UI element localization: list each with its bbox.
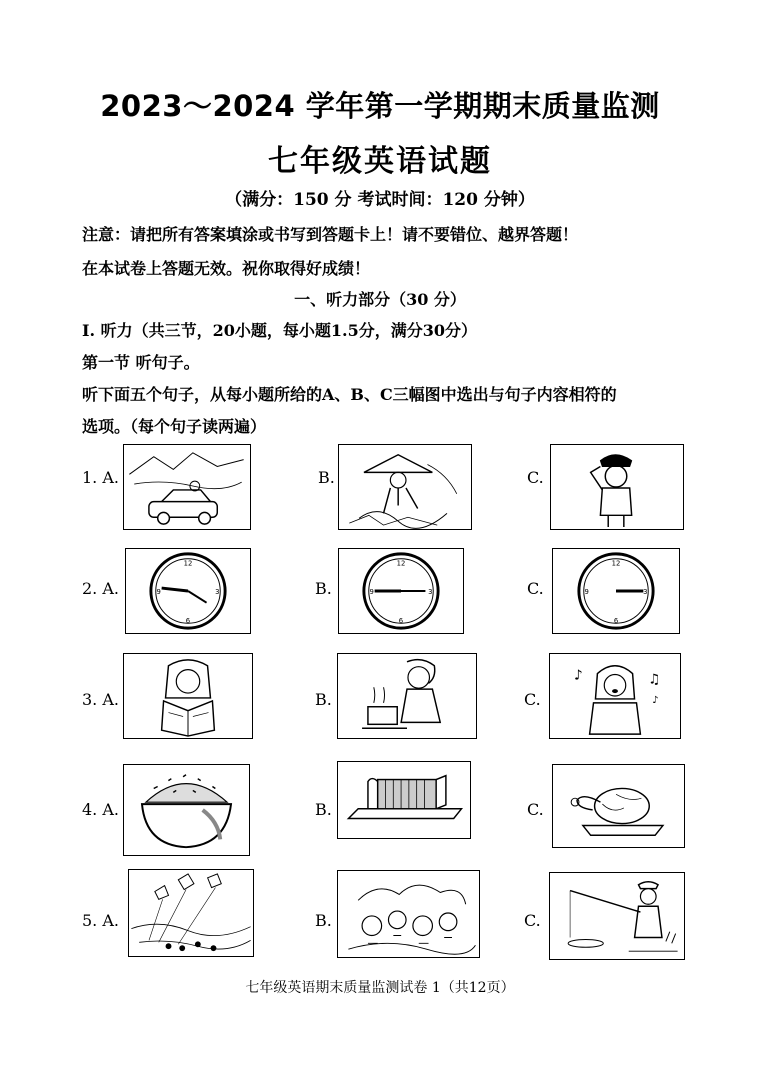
girl-cooking-picture[interactable] xyxy=(337,653,477,739)
girl-singing-picture[interactable] xyxy=(549,653,681,739)
notice-line-2: 在本试卷上答题无效。祝你取得好成绩！ xyxy=(82,259,371,278)
q4-label-b: B. xyxy=(315,800,332,819)
section-heading: 一、听力部分（30 分） xyxy=(294,290,466,309)
clock-picture[interactable] xyxy=(125,548,251,634)
q3-label-b: B. xyxy=(315,690,332,709)
q3-label-c: C. xyxy=(524,690,541,709)
car-picture[interactable] xyxy=(123,444,251,530)
svg-text:6: 6 xyxy=(398,617,404,626)
svg-text:9: 9 xyxy=(584,587,589,596)
svg-text:6: 6 xyxy=(613,617,619,626)
children-picnic-picture[interactable] xyxy=(337,870,480,958)
q5-label-b: B. xyxy=(315,911,332,930)
clock-picture[interactable] xyxy=(552,548,680,634)
chicken-picture[interactable] xyxy=(552,764,685,848)
svg-text:3: 3 xyxy=(215,587,220,596)
q4-label-c: C. xyxy=(527,800,544,819)
svg-text:12: 12 xyxy=(611,559,621,568)
svg-text:♪: ♪ xyxy=(652,694,659,706)
q1-label-c: C. xyxy=(527,468,544,487)
q2-label-c: C. xyxy=(527,579,544,598)
girl-reading-picture[interactable] xyxy=(123,653,253,739)
instruction-line-1: 听下面五个句子，从每小题所给的A、B、C三幅图中选出与句子内容相符的 xyxy=(82,385,617,404)
q1-label-b: B. xyxy=(318,468,335,487)
notice-line-1: 注意：请把所有答案填涂或书写到答题卡上！请不要错位、越界答题！ xyxy=(82,225,579,244)
page-footer: 七年级英语期末质量监测试卷 1（共12页） xyxy=(245,980,515,996)
part-heading: I. 听力（共三节，20小题，每小题1.5分，满分30分） xyxy=(82,321,477,340)
q2-label-a: 2. A. xyxy=(82,579,119,598)
farmer-picture[interactable] xyxy=(338,444,472,530)
police-officer-picture[interactable] xyxy=(550,444,684,530)
bread-picture[interactable] xyxy=(337,761,471,839)
q2-label-b: B. xyxy=(315,579,332,598)
kites-picture[interactable] xyxy=(128,869,254,957)
svg-text:6: 6 xyxy=(185,617,191,626)
q1-label-a: 1. A. xyxy=(82,468,119,487)
q5-label-a: 5. A. xyxy=(82,911,119,930)
svg-text:9: 9 xyxy=(369,587,374,596)
q5-label-c: C. xyxy=(524,911,541,930)
q4-label-a: 4. A. xyxy=(82,800,119,819)
svg-text:9: 9 xyxy=(156,587,161,596)
svg-text:3: 3 xyxy=(428,587,433,596)
instruction-line-2: 选项。（每个句子读两遍） xyxy=(82,417,267,436)
svg-text:12: 12 xyxy=(183,559,193,568)
rice-bowl-picture[interactable] xyxy=(123,764,250,856)
svg-text:12: 12 xyxy=(396,559,406,568)
exam-subtitle: 七年级英语试题 xyxy=(268,144,492,179)
svg-text:♪: ♪ xyxy=(573,667,583,684)
svg-text:3: 3 xyxy=(643,587,648,596)
svg-text:♫: ♫ xyxy=(648,671,661,688)
fishing-picture[interactable] xyxy=(549,872,685,960)
clock-picture[interactable] xyxy=(338,548,464,634)
exam-meta: （满分：150 分 考试时间：120 分钟） xyxy=(225,190,535,210)
subsection-heading: 第一节 听句子。 xyxy=(82,353,200,372)
exam-title: 2023～2024 学年第一学期期末质量监测 xyxy=(100,89,660,123)
q3-label-a: 3. A. xyxy=(82,690,119,709)
